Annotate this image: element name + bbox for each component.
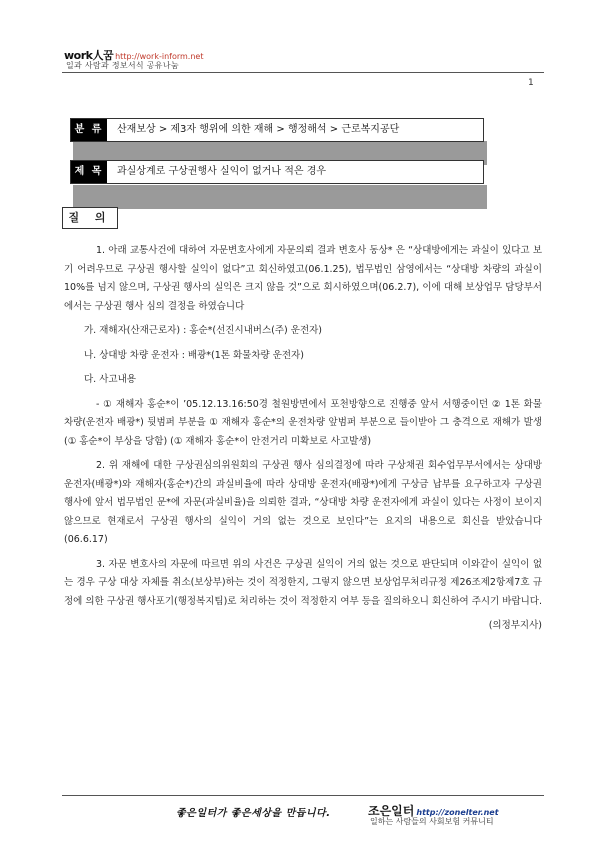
signature: (의정부지사) (488, 620, 542, 631)
header-url-link[interactable]: http://work-inform.net (115, 52, 204, 61)
item-na: 나. 상대방 차량 운전자 : 배광*(1톤 화물차량 운전자) (84, 349, 304, 361)
paragraph-2: 2. 위 재해에 대한 구상권심의위원회의 구상권 행사 심의결정에 따라 구상채권 회수업무부서에서는 상대방 운전자(배광*)와 재해자(홍순*)간의 과실비율에 따라 상대방 운전자(배광*)에게 구상금 납부를 요구하고자 구상권 행사에 앞서 법무법인 문*에 자문(과실비율)을 의뢰한 결과, “상대방 차량 운전자에게 과실이 있다는 사정이 보이지 않으므로 현재로서 구상권 행사의 실익이 거의 없는 것으로 보인다”는 요지의 내용으로 회신을 받았습니다(06.6.17) (64, 460, 542, 545)
footer-url-link[interactable]: http://zonelter.net (416, 808, 499, 817)
classification-value: 산재보상 > 제3자 행위에 의한 재해 > 행정해석 > 근로복지공단 (117, 124, 400, 135)
footer-tagline: 일하는 사람들의 사회보험 커뮤니티 (370, 817, 494, 826)
paragraph-1: 1. 아래 교통사건에 대하여 자문변호사에게 자문의뢰 결과 변호사 동상* 은 “상대방에게는 과실이 있다고 보기 어려우므로 구상권 행사할 실익이 없다”고 회신하였고(06.1.25), 법무법인 삼영에서는 “상대방 차량의 과실이 10%를 넘지 않으며, 구상권 행사의 실익은 크지 않을 것”으로 회시하였으며(06.2.7), 이에 대해 보상업무 담당부서에서는 구상권 행사 심의 결정을 하였습니다 (64, 245, 542, 312)
inquiry-heading: 질 의 (62, 207, 118, 229)
inquiry-body (64, 242, 542, 636)
subject-label: 제 목 (71, 161, 107, 183)
footer-slogan: 좋은일터가 좋은세상을 만듭니다. (176, 808, 331, 819)
classification-row (70, 118, 484, 142)
item-ga: 가. 재해자(산재근로자) : 홍순*(선진시내버스(주) 운전자) (84, 325, 323, 336)
classification-label: 분 류 (71, 119, 107, 141)
header-divider (62, 72, 544, 73)
paragraph-3: 3. 자문 변호사의 자문에 따르면 위의 사건은 구상권 실익이 거의 없는 것으로 판단되며 이와같이 실익이 없는 경우 구상 대상 자체를 취소(보상부)하는 것이 적정한지, 그렇지 않으면 보상업무처리규정 제26조제2항제7호 규정에 의한 구상권 행사포기(행정복지팀)로 처리하는 것이 적정한지 여부 등을 질의하오니 회신하여 주시기 바랍니다. (64, 558, 542, 607)
subject-shadow (73, 185, 487, 209)
footer-brand: 조은일터 (368, 804, 415, 818)
footer-divider (62, 795, 544, 796)
subject-row (70, 160, 484, 184)
accident-description: - ① 재해자 홍순*이 ’05.12.13.16:50경 철원방면에서 포천방향으로 진행중 앞서 서행중이던 ② 1톤 화물차량(운전자 배광*) 뒷범퍼 부분을 ① 재해자 홍순*의 운전차량 앞범퍼 부분으로 들이받아 그 충격으로 재해가 발생(① 홍순*이 부상을 당함) (① 재해자 홍순*이 안전거리 미확보로 사고발생) (64, 398, 542, 447)
footer-logo[interactable] (368, 800, 499, 826)
subject-value: 과실상계로 구상권행사 실익이 없거나 적은 경우 (117, 166, 327, 177)
page-number: 1 (528, 78, 534, 88)
header-tagline: 일과 사람과 정보서식 공유나눔 (66, 61, 179, 70)
item-da: 다. 사고내용 (84, 374, 136, 385)
header-brand: work人꿈 (64, 49, 114, 62)
header-logo[interactable] (64, 44, 204, 70)
